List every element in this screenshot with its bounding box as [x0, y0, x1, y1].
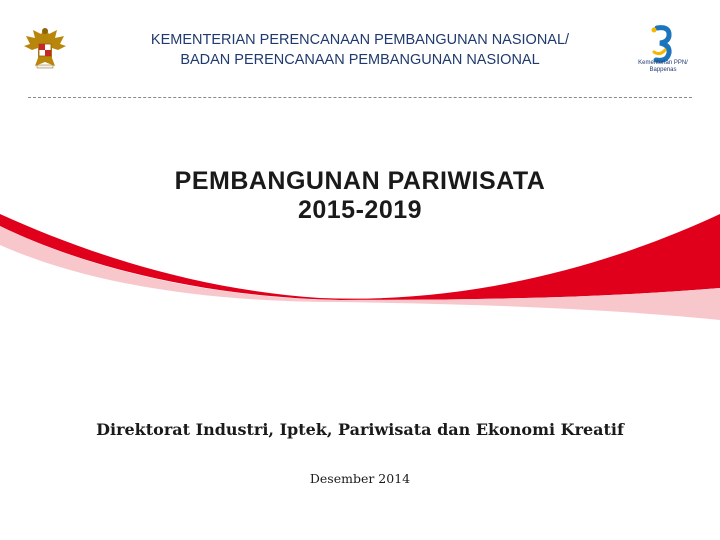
- bappenas-logo-text-1: Kementerian PPN/: [638, 60, 688, 66]
- directorate-subtitle: Direktorat Industri, Iptek, Pariwisata dan Ekonomi Kreatif: [96, 420, 624, 439]
- publication-date: Desember 2014: [309, 471, 411, 486]
- bappenas-logo-text: [632, 60, 694, 74]
- header-divider: [28, 97, 692, 98]
- bappenas-logo-text-2: Bappenas: [649, 67, 677, 73]
- title-line-2: 2015-2019: [297, 196, 423, 224]
- ministry-header: [100, 30, 620, 70]
- garuda-emblem-icon: [20, 22, 70, 72]
- header-line-1: KEMENTERIAN PERENCANAAN PEMBANGUNAN NASIONAL/: [150, 32, 570, 48]
- red-swoosh-decoration: [0, 200, 720, 400]
- title-line-1: PEMBANGUNAN PARIWISATA: [174, 167, 546, 195]
- header-line-2: BADAN PERENCANAAN PEMBANGUNAN NASIONAL: [180, 52, 540, 68]
